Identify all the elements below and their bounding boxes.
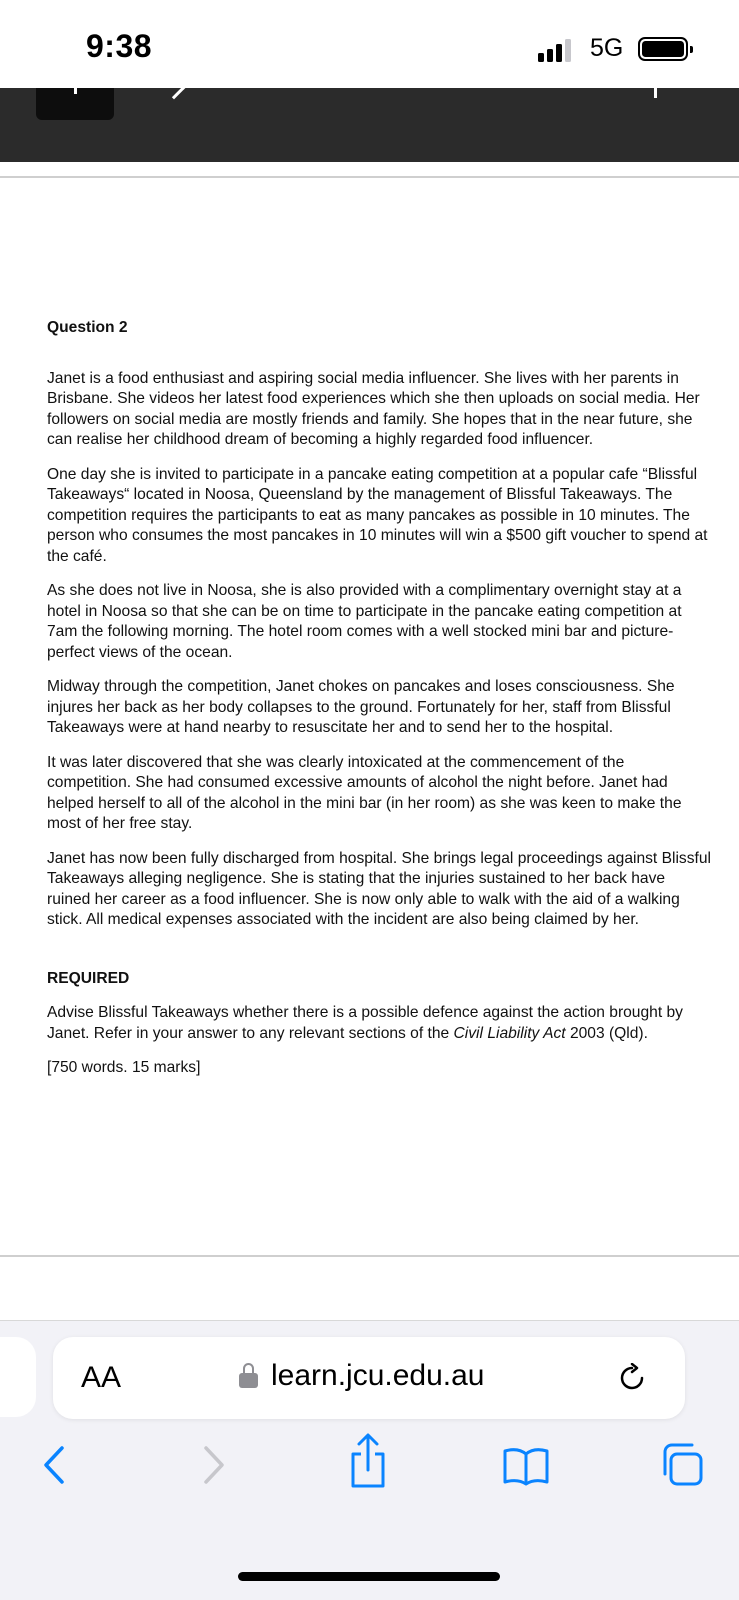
- network-type: 5G: [590, 34, 624, 62]
- text-size-button[interactable]: [81, 1361, 121, 1395]
- paragraph: Janet is a food enthusiast and aspiring social media influencer. She lives with her parents in Brisbane. She videos her latest food experiences which she then uploads on social media. Her followers on social media are mostly friends and family. She hopes that in the near future, she can realise her childhood dream of becoming a highly regarded food influencer.: [47, 369, 700, 448]
- required-text-start: Advise Blissful Takeaways whether there is a possible defence against the action brought by Janet. Refer in your answer to any relevant sections of the: [47, 1004, 683, 1042]
- battery-icon: [638, 37, 688, 61]
- address-bar[interactable]: [53, 1337, 685, 1419]
- tabs-icon[interactable]: [660, 1440, 706, 1490]
- share-icon[interactable]: [348, 1432, 388, 1490]
- page-top-divider: [0, 176, 739, 178]
- bookmarks-icon[interactable]: [502, 1440, 550, 1490]
- paragraph: Janet has now been fully discharged from hospital. She brings legal proceedings against Blissful Takeaways alleging negligence. She is stating that the injuries sustained to her back have ruined her career as a food influencer. She is now only able to walk with the aid of a walking stick. All medical expenses associated with the incident are also being claimed by her.: [47, 849, 711, 928]
- paragraph: One day she is invited to participate in a pancake eating competition at a popular cafe “Blissful Takeaways“ located in Noosa, Queensland by the management of Blissful Takeaways. The competition requires the participants to eat as many pancakes as possible in 10 minutes. The person who consumes the most pancakes in 10 minutes will win a $500 gift voucher to spend at the café.: [47, 465, 708, 565]
- toolbar-handle-icon[interactable]: [654, 88, 657, 98]
- paragraph: As she does not live in Noosa, she is also provided with a complimentary overnight stay at a hotel in Noosa so that she can be on time to participate in the pancake eating competition at 7am the following morning. The hotel room comes with a well stocked mini bar and picture-perfect views of the ocean.: [47, 582, 682, 661]
- forward-icon: [196, 1440, 230, 1490]
- reload-icon[interactable]: [617, 1363, 647, 1393]
- status-time: 9:38: [86, 28, 153, 64]
- required-heading: REQUIRED: [47, 969, 130, 987]
- url-text[interactable]: learn.jcu.edu.au: [271, 1359, 485, 1392]
- required-text-end: 2003 (Qld).: [565, 1024, 648, 1042]
- document-page: [47, 318, 712, 1079]
- paragraph: It was later discovered that she was clearly intoxicated at the commencement of the competition. She had consumed excessive amounts of alcohol the night before. Janet had helped herself to all of the alcohol in the mini bar (in her room) as she was keen to make the most of her free stay.: [47, 753, 682, 832]
- text-size-label: AA: [81, 1361, 122, 1394]
- question-heading: Question 2: [47, 319, 128, 336]
- page-bottom-divider: [0, 1255, 739, 1257]
- home-indicator[interactable]: [238, 1572, 500, 1581]
- paragraph: Midway through the competition, Janet chokes on pancakes and loses consciousness. She injures her back as her body collapses to the ground. Fortunately for her, staff from Blissful Takeaways were at hand nearby to resuscitate her and to send her to the hospital.: [47, 678, 675, 736]
- status-bar: [0, 0, 739, 88]
- cellular-signal-icon: [538, 38, 578, 62]
- previous-tab-peek[interactable]: [0, 1337, 36, 1417]
- lock-icon: [239, 1370, 258, 1389]
- toolbar-menu-button[interactable]: [36, 88, 114, 120]
- act-title: Civil Liability Act: [453, 1024, 566, 1042]
- back-icon[interactable]: [38, 1440, 72, 1490]
- required-instructions: [47, 1003, 712, 1044]
- pdf-viewer-toolbar: [0, 88, 739, 162]
- marks-note: [750 words. 15 marks]: [47, 1059, 201, 1076]
